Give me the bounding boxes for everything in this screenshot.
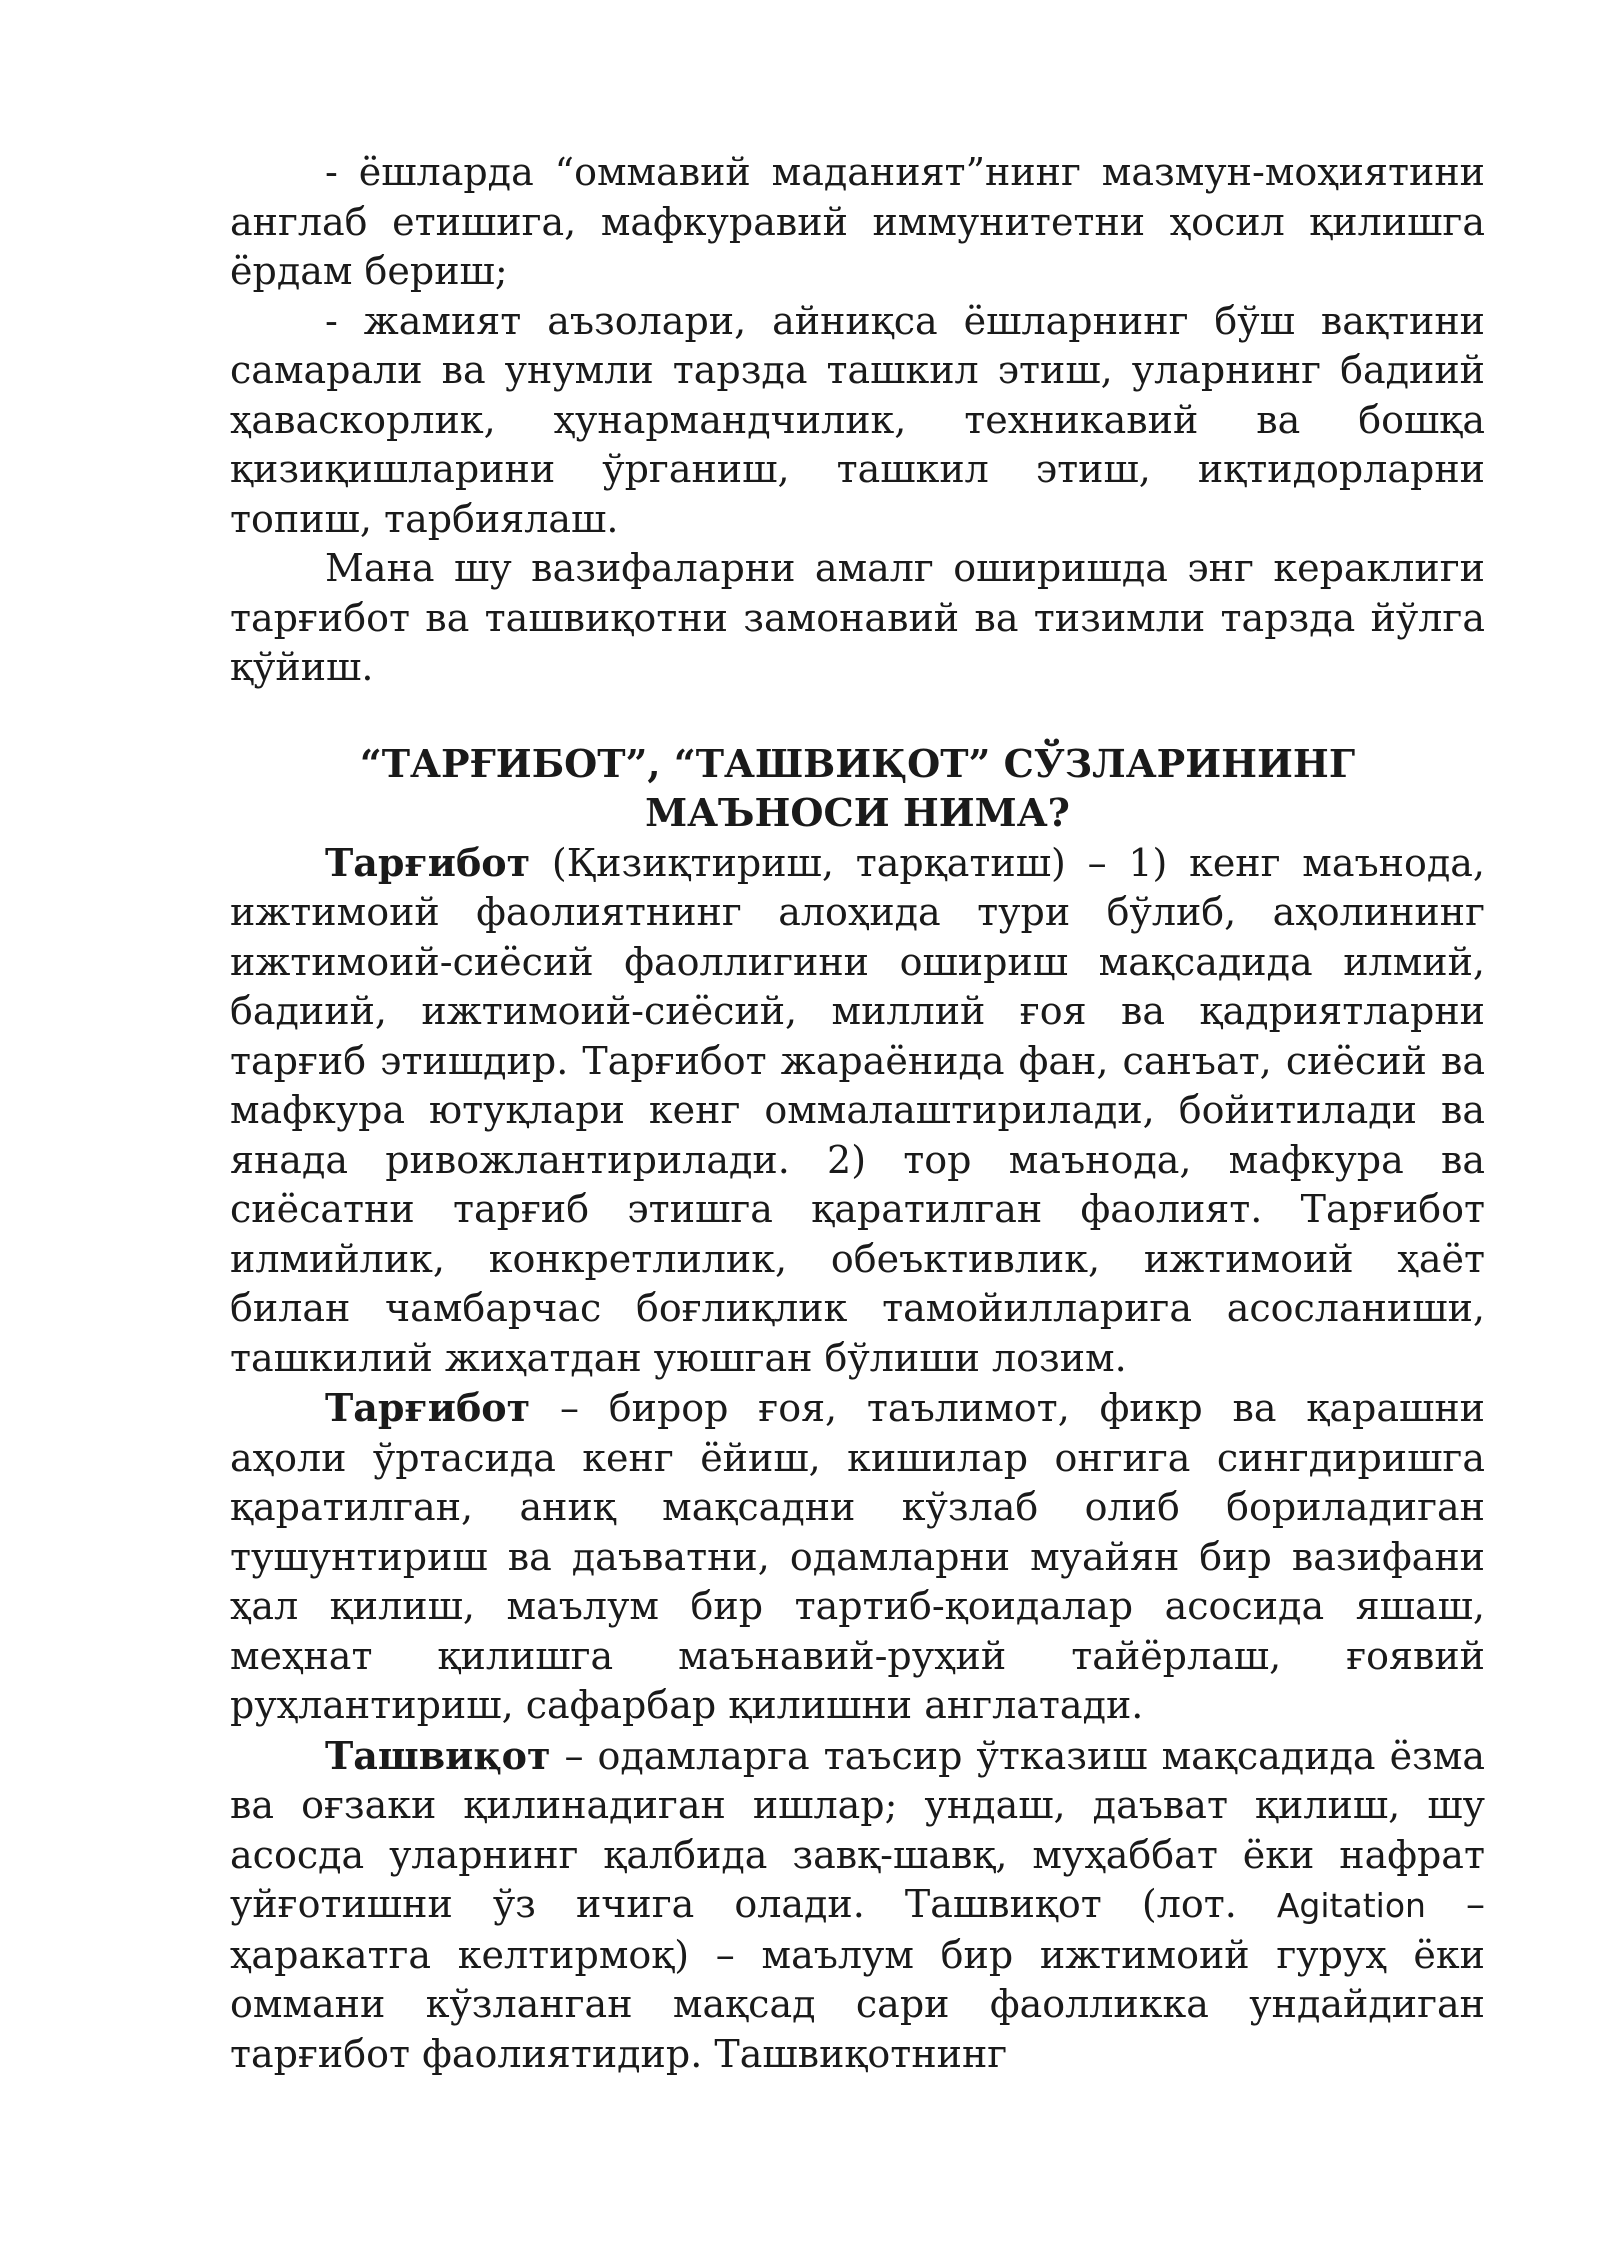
definition-text: – одамларга таъсир ўтказиш мақсадида ёзма ва оғзаки қилинадиган ишлар; ундаш, даъват қилиш, шу асосда уларнинг қалбида завқ-шавқ, муҳаббат ёки нафрат уйғотишни ўз ичига олади. Ташвиқот (лот. bbox=[230, 1733, 1485, 1926]
paragraph-propaganda-importance: Мана шу вазифаларни амалг оширишда энг кераклиги тарғибот ва ташвиқотни замонавий ва тизимли тарзда йўлга қўйиш. bbox=[230, 546, 1485, 689]
latin-word: Agitation bbox=[1276, 1886, 1426, 1925]
definition-term: Тарғибот bbox=[325, 1385, 531, 1430]
section-heading-line-2: МАЪНОСИ НИМА? bbox=[645, 790, 1070, 835]
definition-text: – бирор ғоя, таълимот, фикр ва қарашни аҳоли ўртасида кенг ёйиш, кишилар онгига сингдиришга қаратилган, аниқ мақсадни кўзлаб олиб бориладиган тушунтириш ва даъватни, одамларни муайян бир вазифани ҳал қилиш, маълум бир тартиб-қоидалар асосида яшаш, меҳнат қилишга маънавий-руҳий тайёрлаш, ғоявий руҳлантириш, сафарбар қилишни англатади. bbox=[230, 1386, 1485, 1727]
definition-text-continued: – ҳаракатга келтирмоқ) – маълум бир ижтимоий гуруҳ ёки оммани кўзланган мақсад сари фаолликка ундайдиган тарғибот фаолиятидир. Ташвиқотнинг bbox=[230, 1882, 1485, 2076]
definition-term: Тарғибот bbox=[325, 839, 531, 885]
document-body bbox=[230, 148, 1485, 2079]
section-heading bbox=[230, 739, 1485, 838]
section-heading-line-1: “ТАРҒИБОТ”, “ТАШВИҚОТ” СЎЗЛАРИНИНГ bbox=[359, 740, 1356, 786]
definition-targibot-1 bbox=[230, 838, 1485, 1384]
definition-term: Ташвиқот bbox=[325, 1732, 551, 1778]
definition-tashvikot bbox=[230, 1731, 1485, 2080]
definition-text: (Қизиқтириш, тарқатиш) – 1) кенг маънода, ижтимоий фаолиятнинг алоҳида тури бўлиб, аҳолининг ижтимоий-сиёсий фаоллигини ошириш мақсадида илмий, бадиий, ижтимоий-сиёсий, миллий ғоя ва қадриятларни тарғиб этишдир. Тарғибот жараёнида фан, санъат, сиёсий ва мафкура ютуқлари кенг оммалаштирилади, бойитилади ва янада ривожлантирилади. 2) тор маънода, мафкура ва сиёсатни тарғиб этишга қаратилган фаолият. Тарғибот илмийлик, конкретлилик, обеъктивлик, ижтимоий ҳаёт билан чамбарчас боғлиқлик тамойилларига асосланиши, ташкилий жиҳатдан уюшган бўлиши лозим. bbox=[230, 840, 1485, 1380]
list-item-youth-mass-culture: - ёшларда “оммавий маданият”нинг мазмун-моҳиятини англаб етишига, мафкуравий иммунитетни ҳосил қилишга ёрдам бериш; bbox=[230, 150, 1485, 293]
definition-targibot-2 bbox=[230, 1383, 1485, 1731]
list-item-free-time-organization: - жамият аъзолари, айниқса ёшларнинг бўш вақтини самарали ва унумли тарзда ташкил этиш, уларнинг бадиий ҳаваскорлик, ҳунармандчилик, техникавий ва бошқа қизиқишларини ўрганиш, ташкил этиш, иқтидорларни топиш, тарбиялаш. bbox=[230, 298, 1485, 541]
